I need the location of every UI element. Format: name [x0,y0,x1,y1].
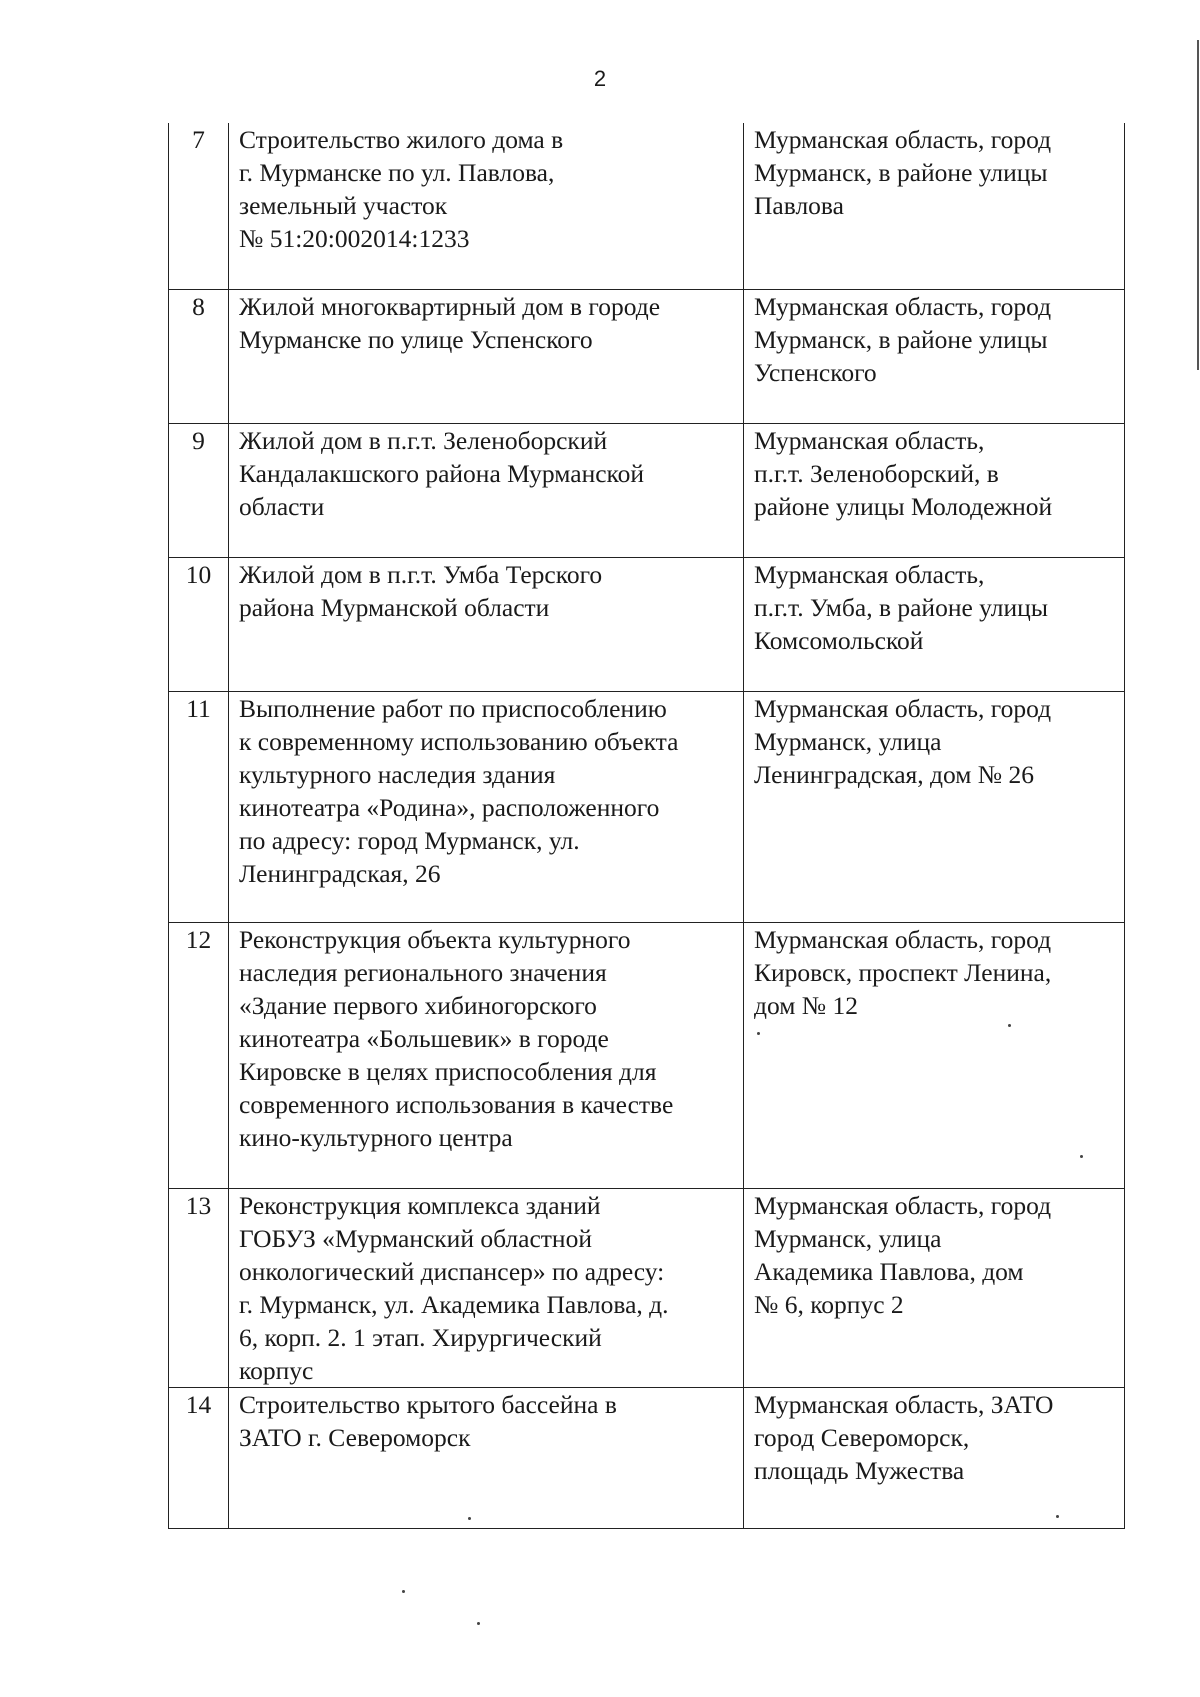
object-name: Выполнение работ по приспособлению к современному использованию объекта культурного наследия здания кинотеатра «Родина», расположенного по адресу: город Мурманск, ул. Ленинградская, 26 [229,692,744,923]
row-number: 7 [169,123,229,290]
object-location: Мурманская область, п.г.т. Зеленоборский, в районе улицы Молодежной [744,424,1125,558]
table-row [169,290,1125,424]
table-row [169,558,1125,692]
objects-table [168,123,1125,1529]
scan-speck [402,1590,405,1593]
scan-speck [468,1517,471,1520]
object-name: Жилой многоквартирный дом в городе Мурманске по улице Успенского [229,290,744,424]
scan-speck [477,1622,480,1625]
scan-speck [1056,1515,1059,1518]
object-name: Строительство крытого бассейна в ЗАТО г. Североморск [229,1388,744,1529]
table-row [169,1189,1125,1388]
table-row [169,424,1125,558]
row-number: 9 [169,424,229,558]
object-name: Строительство жилого дома в г. Мурманске по ул. Павлова, земельный участок № 51:20:002014:1233 [229,123,744,290]
object-location: Мурманская область, город Мурманск, улица Ленинградская, дом № 26 [744,692,1125,923]
object-location: Мурманская область, город Кировск, проспект Ленина, дом № 12 [744,923,1125,1189]
object-name: Жилой дом в п.г.т. Умба Терского района Мурманской области [229,558,744,692]
row-number: 10 [169,558,229,692]
object-name: Жилой дом в п.г.т. Зеленоборский Кандалакшского района Мурманской области [229,424,744,558]
row-number: 13 [169,1189,229,1388]
scan-speck [1008,1024,1011,1027]
object-name: Реконструкция объекта культурного наследия регионального значения «Здание первого хибиногорского кинотеатра «Большевик» в городе Кировске в целях приспособления для современного использования в качестве кино-культурного центра [229,923,744,1189]
table-row [169,123,1125,290]
scan-speck [757,1032,760,1035]
row-number: 14 [169,1388,229,1529]
object-location: Мурманская область, п.г.т. Умба, в районе улицы Комсомольской [744,558,1125,692]
object-location: Мурманская область, город Мурманск, улица Академика Павлова, дом № 6, корпус 2 [744,1189,1125,1388]
object-location: Мурманская область, город Мурманск, в районе улицы Павлова [744,123,1125,290]
object-location: Мурманская область, город Мурманск, в районе улицы Успенского [744,290,1125,424]
table-row [169,923,1125,1189]
object-name: Реконструкция комплекса зданий ГОБУЗ «Мурманский областной онкологический диспансер» по адресу: г. Мурманск, ул. Академика Павлова, д. 6, корп. 2. 1 этап. Хирургический корпус [229,1189,744,1388]
scan-speck [1080,1155,1083,1158]
table-row [169,692,1125,923]
row-number: 8 [169,290,229,424]
scan-edge-line [1197,40,1199,370]
row-number: 12 [169,923,229,1189]
row-number: 11 [169,692,229,923]
object-location: Мурманская область, ЗАТО город Североморск, площадь Мужества [744,1388,1125,1529]
page-number: 2 [593,66,607,91]
table-row [169,1388,1125,1529]
